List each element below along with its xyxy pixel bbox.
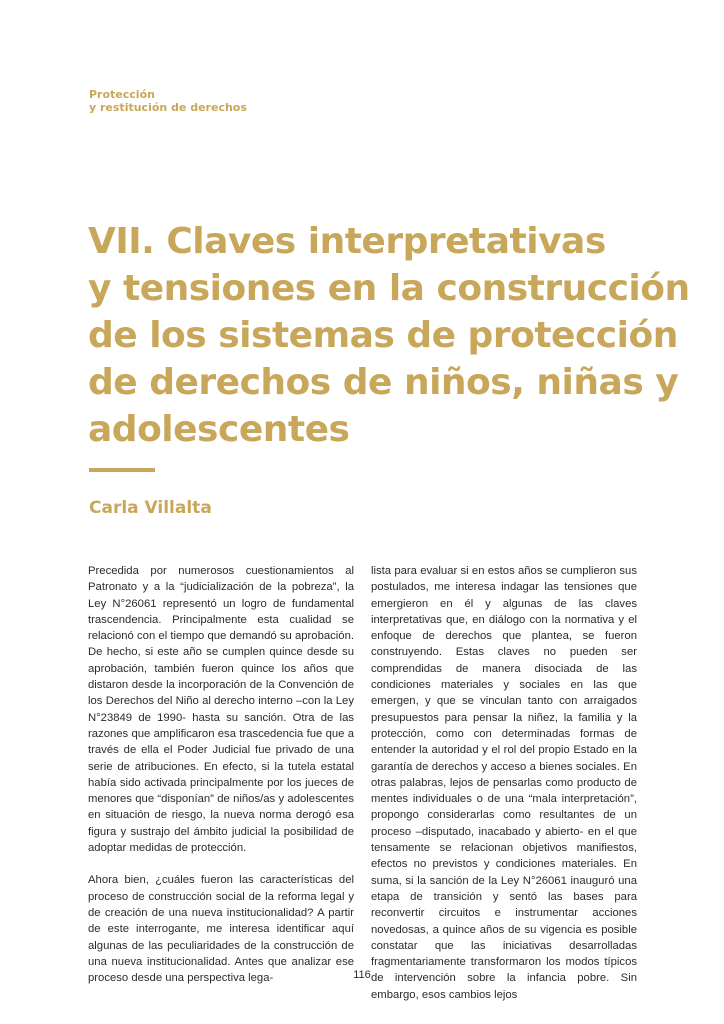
- body-column-right: [371, 563, 637, 1003]
- section-label: [89, 88, 247, 114]
- section-label-line-1: Protección: [89, 88, 155, 101]
- section-label-line-2: y restitución de derechos: [89, 101, 247, 114]
- body-paragraph: lista para evaluar si en estos años se cumplieron sus postulados, me interesa indagar las tensiones que emergieron en él y algunas de las claves interpretativas que, en diálogo con la normativa y el enfoque de derechos que plantea, se fueron construyendo. Estas claves no pueden ser comprendidas de manera disociada de las condiciones materiales y sociales en las que emergen, y que se vinculan tanto con arraigados presupuestos para pensar la niñez, la familia y la protección, como con determinadas formas de entender la autoridad y el rol del propio Estado en la garantía de derechos y acceso a bienes sociales. En otras palabras, lejos de pensarlas como producto de mentes individuales o de una “mala interpretación”, propongo considerarlas como resultantes de un proceso –disputado, inacabado y abierto- en el que tensamente se relacionan objetivos manifiestos, efectos no previstos y condiciones materiales. En suma, si la sanción de la Ley N°26061 inauguró una etapa de transición y sentó las bases para reconvertir circuitos e instrumentar acciones novedosas, a quince años de su vigencia es posible constatar que las iniciativas desarrolladas fragmentariamente transformaron los modos típicos de intervención sobre la infancia pobre. Sin embargo, esos cambios lejos: [371, 565, 637, 1001]
- chapter-title-line: VII. Claves interpretativas: [88, 221, 606, 262]
- chapter-title-line: adolescentes: [88, 409, 350, 450]
- chapter-title-line: de los sistemas de protección: [88, 315, 678, 356]
- title-divider: [89, 468, 155, 472]
- chapter-title-line: de derechos de niños, niñas y: [88, 362, 679, 403]
- body-column-left: [88, 563, 354, 986]
- chapter-title-line: y tensiones en la construcción: [88, 268, 690, 309]
- author-name: Carla Villalta: [89, 498, 212, 518]
- chapter-title: [88, 218, 690, 453]
- body-paragraph: Precedida por numerosos cuestionamientos al Patronato y a la “judicialización de la pobreza”, la Ley N°26061 representó un logro de fundamental trascendencia. Principalmente esta cualidad se relacionó con el tiempo que demandó su aprobación. De hecho, si este año se cumplen quince desde su aprobación, también fueron quince los años que distaron desde la incorporación de la Convención de los Derechos del Niño al derecho interno –con la Ley N°23849 de 1990- hasta su sanción. Otra de las razones que amplificaron esa trascedencia fue que a través de ella el Poder Judicial fue privado de una serie de atribuciones. En efecto, si la tutela estatal había sido activada principalmente por los jueces de menores que “disponían” de niños/as y adolescentes en situación de riesgo, la nueva norma derogó esa figura y sustrajo del ámbito judicial la posibilidad de adoptar medidas de protección.: [88, 565, 354, 855]
- page-number: 116: [353, 969, 371, 981]
- body-paragraph: Ahora bien, ¿cuáles fueron las características del proceso de construcción social de la reforma legal y de creación de una nueva institucionalidad? A partir de este interrogante, me interesa identificar aquí algunas de las peculiaridades de la construcción de una nueva institucionalidad. Antes que analizar ese proceso desde una perspectiva lega-: [88, 874, 354, 985]
